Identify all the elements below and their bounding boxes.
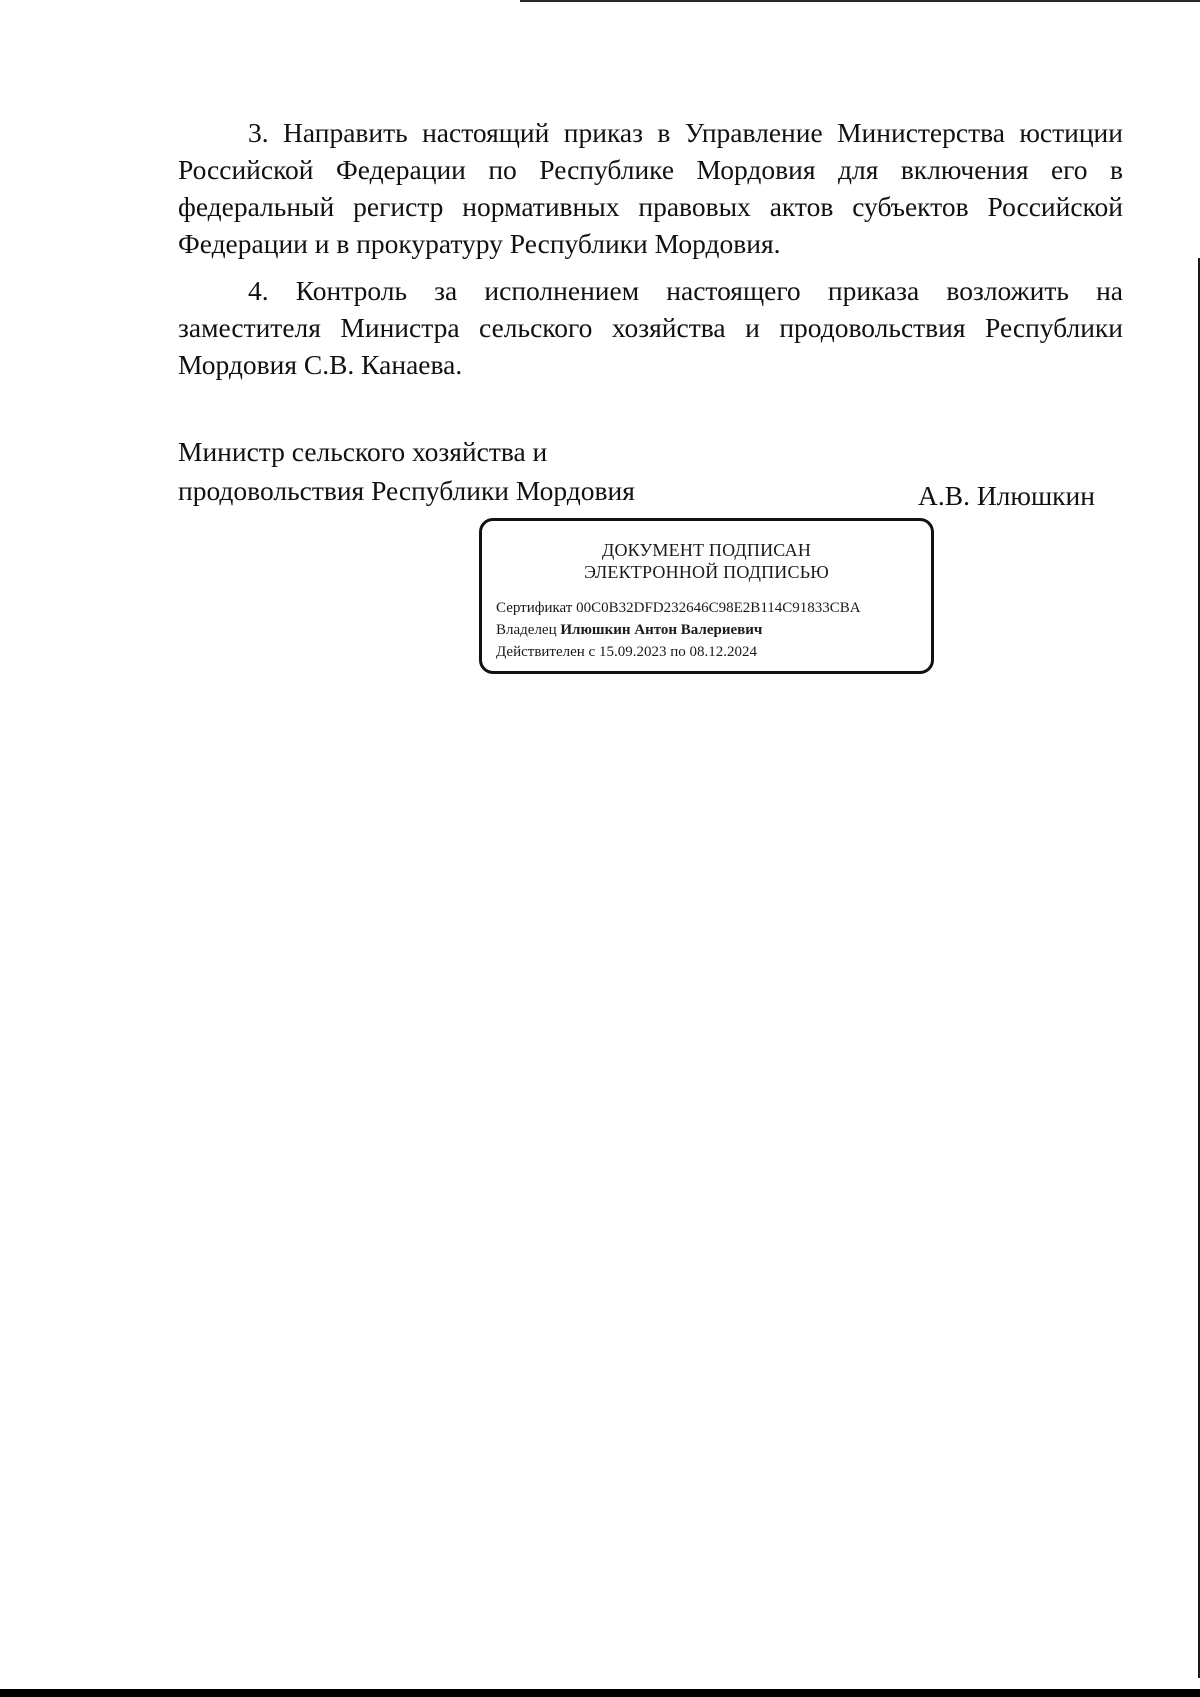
electronic-signature-stamp [479,518,934,674]
stamp-owner-label: Владелец [496,622,557,638]
signatory-position-line-1: Министр сельского хозяйства и [178,436,548,467]
stamp-valid-to: 08.12.2024 [689,644,757,660]
stamp-certificate-label: Сертификат [496,600,573,616]
stamp-valid-from: 15.09.2023 [598,644,667,660]
paragraph-3-text: 3. Направить настоящий приказ в Управление Министерства юстиции Российской Федерации по Республике Мордовия для включения его в федеральный регистр нормативных правовых актов субъектов Российской Федерации и в прокуратуру Республики Мордовия. [178,117,1123,259]
signatory-position-line-2: продовольствия Республики Мордовия [178,475,635,506]
stamp-valid-from-label: Действителен с [496,644,596,660]
stamp-title-line-1: ДОКУМЕНТ ПОДПИСАН [601,540,812,560]
paragraph-3 [178,114,1123,262]
scan-edge-bottom [0,1689,1200,1697]
stamp-owner [496,621,762,639]
stamp-validity [496,643,757,661]
stamp-certificate [496,599,861,617]
stamp-title-line-2: ЭЛЕКТРОННОЙ ПОДПИСЬЮ [584,562,829,582]
signatory-name: А.В. Илюшкин [918,480,1095,511]
paragraph-4-text: 4. Контроль за исполнением настоящего приказа возложить на заместителя Министра сельского хозяйства и продовольствия Республики Мордовия С.В. Канаева. [178,275,1123,380]
stamp-title [482,539,931,583]
paragraph-4 [178,272,1123,383]
stamp-owner-value: Илюшкин Антон Валериевич [560,622,763,638]
signatory-position [178,432,635,510]
stamp-certificate-value: 00C0B32DFD232646C98E2B114C91833CBA [576,600,861,616]
stamp-valid-to-label: по [670,644,686,660]
scan-edge-top [520,0,1200,2]
